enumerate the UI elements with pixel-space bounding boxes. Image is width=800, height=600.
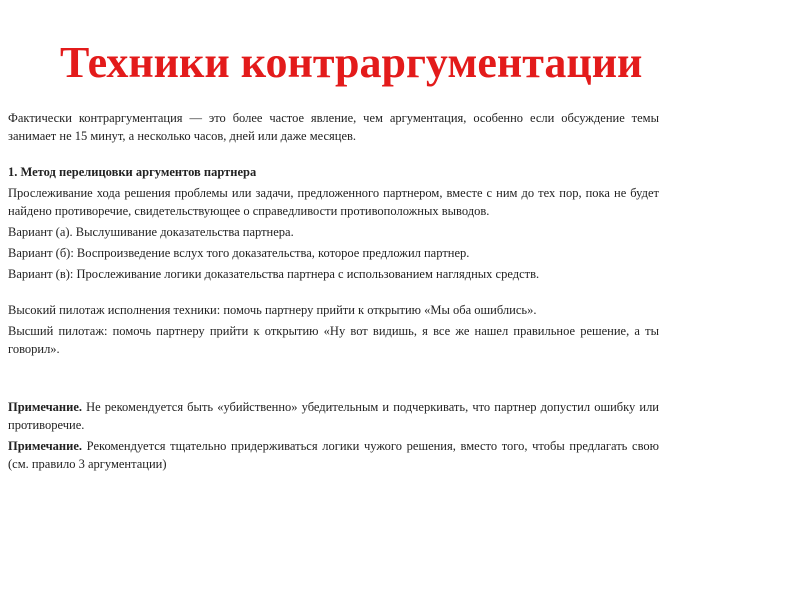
- note-1-text: Не рекомендуется быть «убийственно» убедительным и подчеркивать, что партнер допустил ошибку или противоречие.: [8, 400, 659, 432]
- slide-content: [8, 109, 659, 473]
- variant-a: Вариант (а). Выслушивание доказательства партнера.: [8, 225, 294, 239]
- highest-skill-paragraph: Высший пилотаж: помочь партнеру прийти к открытию «Ну вот видишь, я все же нашел правильное решение, а ты говорил».: [8, 324, 659, 356]
- intro-paragraph: Фактически контраргументация — это более частое явление, чем аргументация, особенно если обсуждение темы занимает не 15 минут, а несколько часов, дней или даже месяцев.: [8, 111, 659, 143]
- spacer: [8, 358, 659, 398]
- method-description: Прослеживание хода решения проблемы или задачи, предложенного партнером, вместе с ним до тех пор, пока не будет найдено противоречие, свидетельствующее о справедливости противоположных выводов.: [8, 186, 659, 218]
- note-1-label: Примечание.: [8, 400, 83, 414]
- variant-b: Вариант (б): Воспроизведение вслух того доказательства, которое предложил партнер.: [8, 246, 470, 260]
- spacer: [8, 283, 659, 301]
- note-1: [8, 398, 659, 434]
- slide-title: Техники контраргументации: [60, 38, 643, 87]
- spacer: [8, 145, 659, 163]
- high-skill-paragraph: Высокий пилотаж исполнения техники: помочь партнеру прийти к открытию «Мы оба ошиблись».: [8, 303, 537, 317]
- variant-c: Вариант (в): Прослеживание логики доказательства партнера с использованием наглядных средств.: [8, 267, 540, 281]
- method-heading: 1. Метод перелицовки аргументов партнера: [8, 165, 257, 179]
- note-2-label: Примечание.: [8, 439, 83, 453]
- note-2-text: Рекомендуется тщательно придерживаться логики чужого решения, вместо того, чтобы предлагать свою (см. правило 3 аргументации): [8, 439, 659, 471]
- note-2: [8, 437, 659, 473]
